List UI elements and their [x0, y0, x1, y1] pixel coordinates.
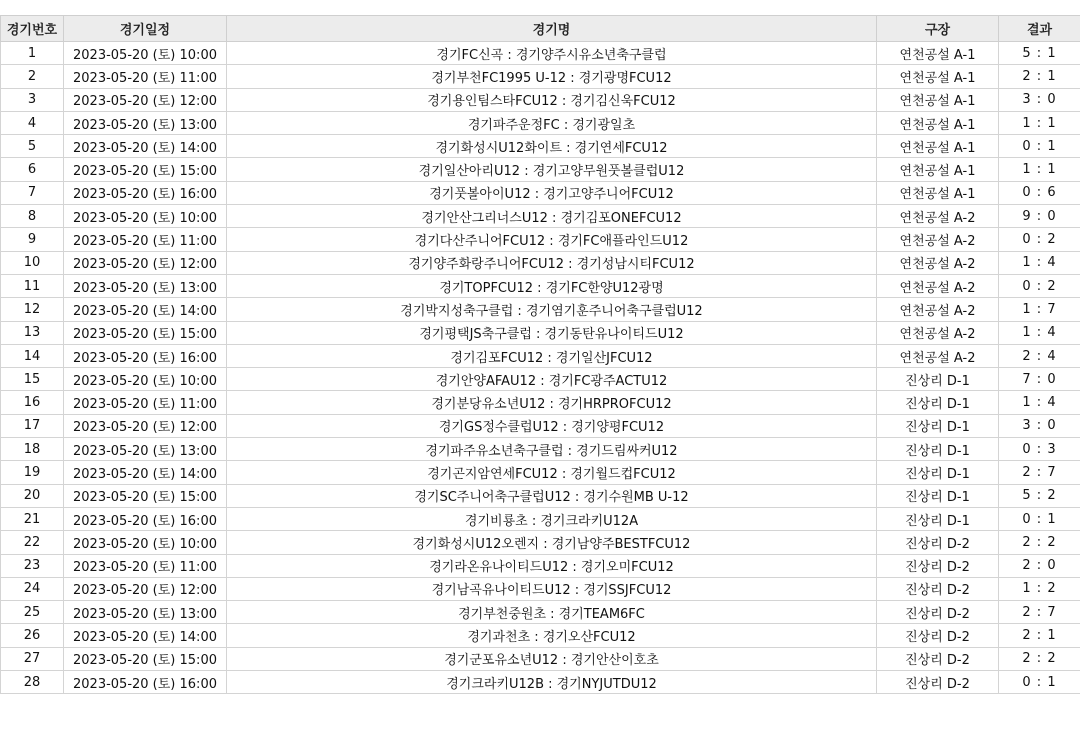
result-cell: 1 : 2 [999, 577, 1080, 600]
result-cell: 2 : 1 [999, 624, 1080, 647]
match-schedule-cell: 2023-05-20 (토) 10:00 [64, 205, 227, 228]
table-row [1, 158, 1080, 181]
match-number-cell: 10 [1, 251, 64, 274]
header-venue: 구장 [877, 16, 999, 42]
result-cell: 1 : 7 [999, 298, 1080, 321]
match-number-cell: 24 [1, 577, 64, 600]
table-row [1, 531, 1080, 554]
table-row [1, 438, 1080, 461]
match-name-cell: 경기박지성축구클럽 : 경기염기훈주니어축구클럽U12 [227, 298, 877, 321]
table-row [1, 88, 1080, 111]
match-number-cell: 9 [1, 228, 64, 251]
match-schedule-cell: 2023-05-20 (토) 14:00 [64, 624, 227, 647]
venue-cell: 연천공설 A-2 [877, 274, 999, 297]
match-number-cell: 5 [1, 135, 64, 158]
header-row [1, 16, 1080, 42]
table-row [1, 274, 1080, 297]
venue-cell: 진상리 D-1 [877, 414, 999, 437]
result-cell: 2 : 7 [999, 601, 1080, 624]
venue-cell: 진상리 D-1 [877, 368, 999, 391]
match-name-cell: 경기용인팀스타FCU12 : 경기김신욱FCU12 [227, 88, 877, 111]
table-row [1, 507, 1080, 530]
table-row [1, 647, 1080, 670]
match-name-cell: 경기부천FC1995 U-12 : 경기광명FCU12 [227, 65, 877, 88]
table-header [1, 16, 1080, 42]
match-schedule-cell: 2023-05-20 (토) 10:00 [64, 368, 227, 391]
match-schedule-cell: 2023-05-20 (토) 15:00 [64, 647, 227, 670]
match-number-cell: 27 [1, 647, 64, 670]
venue-cell: 진상리 D-2 [877, 624, 999, 647]
match-schedule-cell: 2023-05-20 (토) 13:00 [64, 601, 227, 624]
match-schedule-cell: 2023-05-20 (토) 14:00 [64, 135, 227, 158]
match-name-cell: 경기FC신곡 : 경기양주시유소년축구클럽 [227, 42, 877, 65]
table-row [1, 135, 1080, 158]
match-number-cell: 4 [1, 111, 64, 134]
match-schedule-cell: 2023-05-20 (토) 11:00 [64, 65, 227, 88]
match-name-cell: 경기화성시U12화이트 : 경기연세FCU12 [227, 135, 877, 158]
match-schedule-cell: 2023-05-20 (토) 15:00 [64, 158, 227, 181]
match-name-cell: 경기군포유소년U12 : 경기안산이호초 [227, 647, 877, 670]
match-schedule-cell: 2023-05-20 (토) 10:00 [64, 42, 227, 65]
venue-cell: 연천공설 A-1 [877, 111, 999, 134]
match-number-cell: 17 [1, 414, 64, 437]
table-row [1, 344, 1080, 367]
result-cell: 0 : 1 [999, 135, 1080, 158]
result-cell: 2 : 1 [999, 65, 1080, 88]
result-cell: 7 : 0 [999, 368, 1080, 391]
table-body [1, 42, 1080, 694]
match-number-cell: 19 [1, 461, 64, 484]
match-number-cell: 1 [1, 42, 64, 65]
match-results-table-wrapper [0, 15, 1080, 694]
match-schedule-cell: 2023-05-20 (토) 12:00 [64, 251, 227, 274]
venue-cell: 진상리 D-1 [877, 507, 999, 530]
match-name-cell: 경기풋볼아이U12 : 경기고양주니어FCU12 [227, 181, 877, 204]
match-schedule-cell: 2023-05-20 (토) 12:00 [64, 88, 227, 111]
match-name-cell: 경기양주화랑주니어FCU12 : 경기성남시티FCU12 [227, 251, 877, 274]
result-cell: 2 : 2 [999, 531, 1080, 554]
table-row [1, 368, 1080, 391]
table-row [1, 554, 1080, 577]
venue-cell: 진상리 D-2 [877, 577, 999, 600]
venue-cell: 연천공설 A-2 [877, 344, 999, 367]
venue-cell: 연천공설 A-2 [877, 228, 999, 251]
header-match-schedule: 경기일정 [64, 16, 227, 42]
match-schedule-cell: 2023-05-20 (토) 10:00 [64, 531, 227, 554]
venue-cell: 연천공설 A-1 [877, 181, 999, 204]
venue-cell: 연천공설 A-2 [877, 298, 999, 321]
result-cell: 0 : 6 [999, 181, 1080, 204]
match-name-cell: 경기SC주니어축구클럽U12 : 경기수원MB U-12 [227, 484, 877, 507]
match-name-cell: 경기파주유소년축구클럽 : 경기드림싸커U12 [227, 438, 877, 461]
match-name-cell: 경기TOPFCU12 : 경기FC한양U12광명 [227, 274, 877, 297]
table-row [1, 391, 1080, 414]
result-cell: 0 : 1 [999, 671, 1080, 694]
table-row [1, 577, 1080, 600]
match-number-cell: 3 [1, 88, 64, 111]
table-row [1, 414, 1080, 437]
table-row [1, 205, 1080, 228]
table-row [1, 624, 1080, 647]
table-row [1, 181, 1080, 204]
match-number-cell: 16 [1, 391, 64, 414]
table-row [1, 228, 1080, 251]
result-cell: 1 : 1 [999, 111, 1080, 134]
match-schedule-cell: 2023-05-20 (토) 14:00 [64, 298, 227, 321]
match-schedule-cell: 2023-05-20 (토) 12:00 [64, 414, 227, 437]
header-result: 결과 [999, 16, 1080, 42]
match-number-cell: 12 [1, 298, 64, 321]
venue-cell: 진상리 D-1 [877, 391, 999, 414]
match-schedule-cell: 2023-05-20 (토) 15:00 [64, 484, 227, 507]
match-name-cell: 경기일산아리U12 : 경기고양무원풋볼클럽U12 [227, 158, 877, 181]
table-row [1, 111, 1080, 134]
match-name-cell: 경기안산그리너스U12 : 경기김포ONEFCU12 [227, 205, 877, 228]
match-name-cell: 경기부천중원초 : 경기TEAM6FC [227, 601, 877, 624]
match-schedule-cell: 2023-05-20 (토) 14:00 [64, 461, 227, 484]
venue-cell: 진상리 D-2 [877, 671, 999, 694]
match-number-cell: 14 [1, 344, 64, 367]
match-number-cell: 21 [1, 507, 64, 530]
match-schedule-cell: 2023-05-20 (토) 16:00 [64, 344, 227, 367]
match-schedule-cell: 2023-05-20 (토) 11:00 [64, 228, 227, 251]
match-number-cell: 7 [1, 181, 64, 204]
result-cell: 0 : 2 [999, 274, 1080, 297]
venue-cell: 연천공설 A-1 [877, 135, 999, 158]
venue-cell: 연천공설 A-2 [877, 251, 999, 274]
match-number-cell: 28 [1, 671, 64, 694]
match-number-cell: 6 [1, 158, 64, 181]
venue-cell: 진상리 D-1 [877, 461, 999, 484]
table-row [1, 65, 1080, 88]
table-row [1, 601, 1080, 624]
result-cell: 1 : 4 [999, 251, 1080, 274]
result-cell: 3 : 0 [999, 414, 1080, 437]
table-row [1, 298, 1080, 321]
header-match-name: 경기명 [227, 16, 877, 42]
table-row [1, 671, 1080, 694]
match-name-cell: 경기파주운정FC : 경기광일초 [227, 111, 877, 134]
venue-cell: 연천공설 A-1 [877, 42, 999, 65]
venue-cell: 진상리 D-2 [877, 601, 999, 624]
match-name-cell: 경기남곡유나이티드U12 : 경기SSJFCU12 [227, 577, 877, 600]
match-schedule-cell: 2023-05-20 (토) 16:00 [64, 507, 227, 530]
match-number-cell: 22 [1, 531, 64, 554]
result-cell: 9 : 0 [999, 205, 1080, 228]
match-schedule-cell: 2023-05-20 (토) 15:00 [64, 321, 227, 344]
result-cell: 0 : 2 [999, 228, 1080, 251]
match-number-cell: 20 [1, 484, 64, 507]
match-number-cell: 18 [1, 438, 64, 461]
result-cell: 0 : 3 [999, 438, 1080, 461]
match-schedule-cell: 2023-05-20 (토) 16:00 [64, 181, 227, 204]
match-results-table [0, 15, 1080, 694]
venue-cell: 진상리 D-1 [877, 484, 999, 507]
table-row [1, 461, 1080, 484]
match-number-cell: 23 [1, 554, 64, 577]
venue-cell: 연천공설 A-1 [877, 88, 999, 111]
match-name-cell: 경기김포FCU12 : 경기일산JFCU12 [227, 344, 877, 367]
header-match-number: 경기번호 [1, 16, 64, 42]
match-schedule-cell: 2023-05-20 (토) 11:00 [64, 554, 227, 577]
match-schedule-cell: 2023-05-20 (토) 11:00 [64, 391, 227, 414]
match-number-cell: 8 [1, 205, 64, 228]
venue-cell: 진상리 D-1 [877, 438, 999, 461]
match-number-cell: 15 [1, 368, 64, 391]
venue-cell: 진상리 D-2 [877, 554, 999, 577]
match-name-cell: 경기분당유소년U12 : 경기HRPROFCU12 [227, 391, 877, 414]
match-schedule-cell: 2023-05-20 (토) 13:00 [64, 438, 227, 461]
venue-cell: 연천공설 A-2 [877, 321, 999, 344]
match-name-cell: 경기크라키U12B : 경기NYJUTDU12 [227, 671, 877, 694]
match-name-cell: 경기평택JS축구클럽 : 경기동탄유나이티드U12 [227, 321, 877, 344]
match-name-cell: 경기화성시U12오렌지 : 경기남양주BESTFCU12 [227, 531, 877, 554]
venue-cell: 진상리 D-2 [877, 647, 999, 670]
match-name-cell: 경기라온유나이티드U12 : 경기오미FCU12 [227, 554, 877, 577]
venue-cell: 연천공설 A-2 [877, 205, 999, 228]
result-cell: 5 : 1 [999, 42, 1080, 65]
venue-cell: 연천공설 A-1 [877, 158, 999, 181]
match-number-cell: 26 [1, 624, 64, 647]
match-name-cell: 경기과천초 : 경기오산FCU12 [227, 624, 877, 647]
venue-cell: 연천공설 A-1 [877, 65, 999, 88]
table-row [1, 484, 1080, 507]
result-cell: 2 : 0 [999, 554, 1080, 577]
match-name-cell: 경기다산주니어FCU12 : 경기FC애플라인드U12 [227, 228, 877, 251]
result-cell: 0 : 1 [999, 507, 1080, 530]
table-row [1, 251, 1080, 274]
match-name-cell: 경기GS정수클럽U12 : 경기양평FCU12 [227, 414, 877, 437]
result-cell: 2 : 7 [999, 461, 1080, 484]
match-name-cell: 경기곤지암연세FCU12 : 경기월드컵FCU12 [227, 461, 877, 484]
match-schedule-cell: 2023-05-20 (토) 13:00 [64, 274, 227, 297]
table-row [1, 42, 1080, 65]
match-number-cell: 11 [1, 274, 64, 297]
result-cell: 2 : 4 [999, 344, 1080, 367]
match-schedule-cell: 2023-05-20 (토) 13:00 [64, 111, 227, 134]
venue-cell: 진상리 D-2 [877, 531, 999, 554]
result-cell: 2 : 2 [999, 647, 1080, 670]
result-cell: 1 : 1 [999, 158, 1080, 181]
match-number-cell: 25 [1, 601, 64, 624]
match-number-cell: 13 [1, 321, 64, 344]
match-number-cell: 2 [1, 65, 64, 88]
match-name-cell: 경기안양AFAU12 : 경기FC광주ACTU12 [227, 368, 877, 391]
result-cell: 1 : 4 [999, 321, 1080, 344]
result-cell: 3 : 0 [999, 88, 1080, 111]
result-cell: 5 : 2 [999, 484, 1080, 507]
result-cell: 1 : 4 [999, 391, 1080, 414]
match-name-cell: 경기비룡초 : 경기크라키U12A [227, 507, 877, 530]
match-schedule-cell: 2023-05-20 (토) 16:00 [64, 671, 227, 694]
table-row [1, 321, 1080, 344]
match-schedule-cell: 2023-05-20 (토) 12:00 [64, 577, 227, 600]
